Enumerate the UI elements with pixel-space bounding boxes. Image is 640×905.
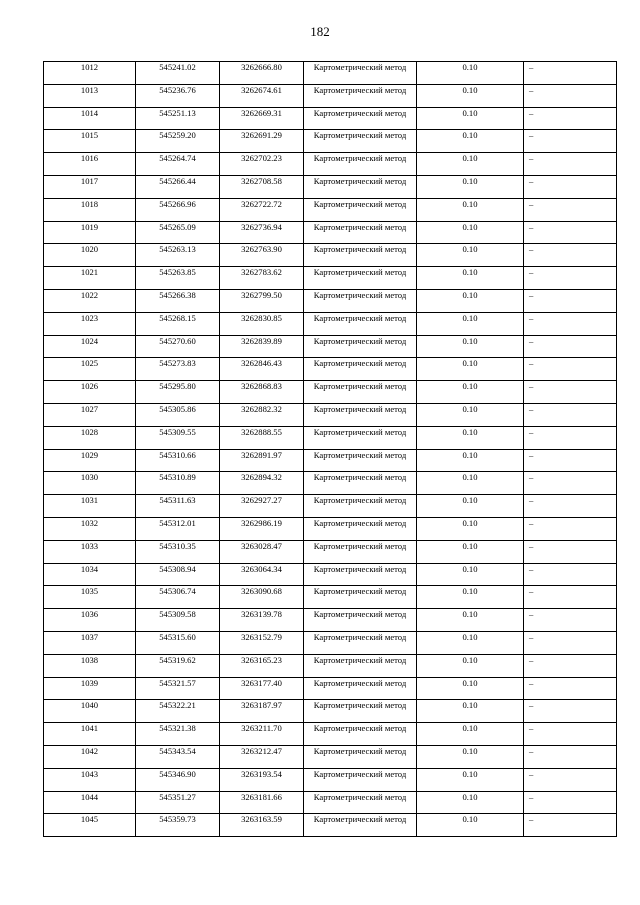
table-row <box>44 62 617 85</box>
note-cell: – <box>524 426 617 449</box>
x-coordinate-cell: 545321.38 <box>136 723 220 746</box>
accuracy-cell: 0.10 <box>417 244 524 267</box>
point-number-cell: 1019 <box>44 221 136 244</box>
y-coordinate-cell: 3262691.29 <box>220 130 304 153</box>
accuracy-cell: 0.10 <box>417 700 524 723</box>
point-number-cell: 1012 <box>44 62 136 85</box>
note-cell: – <box>524 654 617 677</box>
x-coordinate-cell: 545321.57 <box>136 677 220 700</box>
accuracy-cell: 0.10 <box>417 153 524 176</box>
y-coordinate-cell: 3263193.54 <box>220 768 304 791</box>
method-cell: Картометрический метод <box>304 244 417 267</box>
method-cell: Картометрический метод <box>304 221 417 244</box>
table-row <box>44 677 617 700</box>
point-number-cell: 1028 <box>44 426 136 449</box>
y-coordinate-cell: 3262839.89 <box>220 335 304 358</box>
method-cell: Картометрический метод <box>304 358 417 381</box>
accuracy-cell: 0.10 <box>417 768 524 791</box>
method-cell: Картометрический метод <box>304 403 417 426</box>
note-cell: – <box>524 198 617 221</box>
method-cell: Картометрический метод <box>304 267 417 290</box>
point-number-cell: 1032 <box>44 517 136 540</box>
table-row <box>44 631 617 654</box>
method-cell: Картометрический метод <box>304 677 417 700</box>
table-row <box>44 267 617 290</box>
method-cell: Картометрический метод <box>304 153 417 176</box>
table-row <box>44 312 617 335</box>
point-number-cell: 1031 <box>44 495 136 518</box>
accuracy-cell: 0.10 <box>417 426 524 449</box>
table-row <box>44 403 617 426</box>
note-cell: – <box>524 745 617 768</box>
table-row <box>44 449 617 472</box>
method-cell: Картометрический метод <box>304 631 417 654</box>
method-cell: Картометрический метод <box>304 517 417 540</box>
table-row <box>44 130 617 153</box>
point-number-cell: 1015 <box>44 130 136 153</box>
x-coordinate-cell: 545266.44 <box>136 175 220 198</box>
accuracy-cell: 0.10 <box>417 198 524 221</box>
y-coordinate-cell: 3262763.90 <box>220 244 304 267</box>
y-coordinate-cell: 3262888.55 <box>220 426 304 449</box>
method-cell: Картометрический метод <box>304 495 417 518</box>
point-number-cell: 1027 <box>44 403 136 426</box>
x-coordinate-cell: 545251.13 <box>136 107 220 130</box>
x-coordinate-cell: 545264.74 <box>136 153 220 176</box>
method-cell: Картометрический метод <box>304 312 417 335</box>
y-coordinate-cell: 3263181.66 <box>220 791 304 814</box>
x-coordinate-cell: 545263.85 <box>136 267 220 290</box>
point-number-cell: 1024 <box>44 335 136 358</box>
point-number-cell: 1023 <box>44 312 136 335</box>
note-cell: – <box>524 175 617 198</box>
point-number-cell: 1033 <box>44 540 136 563</box>
accuracy-cell: 0.10 <box>417 84 524 107</box>
x-coordinate-cell: 545236.76 <box>136 84 220 107</box>
note-cell: – <box>524 631 617 654</box>
point-number-cell: 1042 <box>44 745 136 768</box>
x-coordinate-cell: 545359.73 <box>136 814 220 837</box>
accuracy-cell: 0.10 <box>417 221 524 244</box>
method-cell: Картометрический метод <box>304 814 417 837</box>
accuracy-cell: 0.10 <box>417 631 524 654</box>
point-number-cell: 1038 <box>44 654 136 677</box>
note-cell: – <box>524 540 617 563</box>
table-row <box>44 654 617 677</box>
x-coordinate-cell: 545259.20 <box>136 130 220 153</box>
note-cell: – <box>524 472 617 495</box>
y-coordinate-cell: 3262702.23 <box>220 153 304 176</box>
note-cell: – <box>524 107 617 130</box>
x-coordinate-cell: 545346.90 <box>136 768 220 791</box>
table-row <box>44 700 617 723</box>
accuracy-cell: 0.10 <box>417 472 524 495</box>
y-coordinate-cell: 3263163.59 <box>220 814 304 837</box>
method-cell: Картометрический метод <box>304 654 417 677</box>
y-coordinate-cell: 3263187.97 <box>220 700 304 723</box>
point-number-cell: 1018 <box>44 198 136 221</box>
point-number-cell: 1037 <box>44 631 136 654</box>
page-number: 182 <box>310 24 330 39</box>
y-coordinate-cell: 3263028.47 <box>220 540 304 563</box>
y-coordinate-cell: 3263152.79 <box>220 631 304 654</box>
accuracy-cell: 0.10 <box>417 609 524 632</box>
y-coordinate-cell: 3262666.80 <box>220 62 304 85</box>
x-coordinate-cell: 545308.94 <box>136 563 220 586</box>
method-cell: Картометрический метод <box>304 449 417 472</box>
accuracy-cell: 0.10 <box>417 723 524 746</box>
table-row <box>44 381 617 404</box>
method-cell: Картометрический метод <box>304 335 417 358</box>
point-number-cell: 1030 <box>44 472 136 495</box>
table-row <box>44 358 617 381</box>
accuracy-cell: 0.10 <box>417 358 524 381</box>
note-cell: – <box>524 244 617 267</box>
table-row <box>44 723 617 746</box>
x-coordinate-cell: 545266.96 <box>136 198 220 221</box>
coordinates-table-body <box>44 62 617 837</box>
x-coordinate-cell: 545241.02 <box>136 62 220 85</box>
accuracy-cell: 0.10 <box>417 267 524 290</box>
table-row <box>44 244 617 267</box>
y-coordinate-cell: 3263212.47 <box>220 745 304 768</box>
x-coordinate-cell: 545268.15 <box>136 312 220 335</box>
accuracy-cell: 0.10 <box>417 62 524 85</box>
table-row <box>44 84 617 107</box>
y-coordinate-cell: 3262846.43 <box>220 358 304 381</box>
accuracy-cell: 0.10 <box>417 540 524 563</box>
accuracy-cell: 0.10 <box>417 563 524 586</box>
y-coordinate-cell: 3262986.19 <box>220 517 304 540</box>
table-row <box>44 768 617 791</box>
note-cell: – <box>524 312 617 335</box>
point-number-cell: 1020 <box>44 244 136 267</box>
point-number-cell: 1036 <box>44 609 136 632</box>
x-coordinate-cell: 545305.86 <box>136 403 220 426</box>
table-row <box>44 107 617 130</box>
point-number-cell: 1041 <box>44 723 136 746</box>
y-coordinate-cell: 3262736.94 <box>220 221 304 244</box>
method-cell: Картометрический метод <box>304 723 417 746</box>
note-cell: – <box>524 381 617 404</box>
table-row <box>44 495 617 518</box>
y-coordinate-cell: 3262708.58 <box>220 175 304 198</box>
accuracy-cell: 0.10 <box>417 335 524 358</box>
method-cell: Картометрический метод <box>304 175 417 198</box>
table-row <box>44 335 617 358</box>
x-coordinate-cell: 545295.80 <box>136 381 220 404</box>
x-coordinate-cell: 545310.35 <box>136 540 220 563</box>
note-cell: – <box>524 768 617 791</box>
method-cell: Картометрический метод <box>304 745 417 768</box>
accuracy-cell: 0.10 <box>417 381 524 404</box>
accuracy-cell: 0.10 <box>417 403 524 426</box>
method-cell: Картометрический метод <box>304 791 417 814</box>
table-row <box>44 814 617 837</box>
y-coordinate-cell: 3262894.32 <box>220 472 304 495</box>
accuracy-cell: 0.10 <box>417 791 524 814</box>
note-cell: – <box>524 677 617 700</box>
accuracy-cell: 0.10 <box>417 175 524 198</box>
note-cell: – <box>524 700 617 723</box>
table-row <box>44 153 617 176</box>
point-number-cell: 1022 <box>44 289 136 312</box>
y-coordinate-cell: 3262868.83 <box>220 381 304 404</box>
y-coordinate-cell: 3262830.85 <box>220 312 304 335</box>
table-row <box>44 586 617 609</box>
y-coordinate-cell: 3262674.61 <box>220 84 304 107</box>
method-cell: Картометрический метод <box>304 586 417 609</box>
accuracy-cell: 0.10 <box>417 586 524 609</box>
table-row <box>44 563 617 586</box>
y-coordinate-cell: 3262927.27 <box>220 495 304 518</box>
point-number-cell: 1029 <box>44 449 136 472</box>
note-cell: – <box>524 84 617 107</box>
point-number-cell: 1035 <box>44 586 136 609</box>
accuracy-cell: 0.10 <box>417 289 524 312</box>
point-number-cell: 1045 <box>44 814 136 837</box>
note-cell: – <box>524 130 617 153</box>
y-coordinate-cell: 3262882.32 <box>220 403 304 426</box>
x-coordinate-cell: 545309.55 <box>136 426 220 449</box>
x-coordinate-cell: 545266.38 <box>136 289 220 312</box>
x-coordinate-cell: 545315.60 <box>136 631 220 654</box>
x-coordinate-cell: 545310.89 <box>136 472 220 495</box>
note-cell: – <box>524 335 617 358</box>
point-number-cell: 1014 <box>44 107 136 130</box>
x-coordinate-cell: 545312.01 <box>136 517 220 540</box>
point-number-cell: 1039 <box>44 677 136 700</box>
note-cell: – <box>524 403 617 426</box>
method-cell: Картометрический метод <box>304 472 417 495</box>
point-number-cell: 1013 <box>44 84 136 107</box>
method-cell: Картометрический метод <box>304 62 417 85</box>
x-coordinate-cell: 545270.60 <box>136 335 220 358</box>
accuracy-cell: 0.10 <box>417 495 524 518</box>
point-number-cell: 1040 <box>44 700 136 723</box>
point-number-cell: 1044 <box>44 791 136 814</box>
table-row <box>44 198 617 221</box>
point-number-cell: 1026 <box>44 381 136 404</box>
note-cell: – <box>524 723 617 746</box>
note-cell: – <box>524 267 617 290</box>
y-coordinate-cell: 3263211.70 <box>220 723 304 746</box>
note-cell: – <box>524 495 617 518</box>
note-cell: – <box>524 563 617 586</box>
y-coordinate-cell: 3263064.34 <box>220 563 304 586</box>
note-cell: – <box>524 449 617 472</box>
note-cell: – <box>524 791 617 814</box>
x-coordinate-cell: 545351.27 <box>136 791 220 814</box>
method-cell: Картометрический метод <box>304 768 417 791</box>
accuracy-cell: 0.10 <box>417 517 524 540</box>
x-coordinate-cell: 545322.21 <box>136 700 220 723</box>
note-cell: – <box>524 62 617 85</box>
accuracy-cell: 0.10 <box>417 654 524 677</box>
method-cell: Картометрический метод <box>304 426 417 449</box>
table-row <box>44 426 617 449</box>
note-cell: – <box>524 609 617 632</box>
point-number-cell: 1016 <box>44 153 136 176</box>
accuracy-cell: 0.10 <box>417 449 524 472</box>
x-coordinate-cell: 545306.74 <box>136 586 220 609</box>
point-number-cell: 1021 <box>44 267 136 290</box>
note-cell: – <box>524 358 617 381</box>
method-cell: Картометрический метод <box>304 700 417 723</box>
x-coordinate-cell: 545273.83 <box>136 358 220 381</box>
method-cell: Картометрический метод <box>304 289 417 312</box>
x-coordinate-cell: 545343.54 <box>136 745 220 768</box>
note-cell: – <box>524 221 617 244</box>
accuracy-cell: 0.10 <box>417 677 524 700</box>
method-cell: Картометрический метод <box>304 381 417 404</box>
method-cell: Картометрический метод <box>304 198 417 221</box>
accuracy-cell: 0.10 <box>417 814 524 837</box>
table-row <box>44 517 617 540</box>
x-coordinate-cell: 545310.66 <box>136 449 220 472</box>
x-coordinate-cell: 545265.09 <box>136 221 220 244</box>
y-coordinate-cell: 3262722.72 <box>220 198 304 221</box>
table-row <box>44 175 617 198</box>
method-cell: Картометрический метод <box>304 563 417 586</box>
x-coordinate-cell: 545309.58 <box>136 609 220 632</box>
note-cell: – <box>524 517 617 540</box>
y-coordinate-cell: 3262669.31 <box>220 107 304 130</box>
point-number-cell: 1017 <box>44 175 136 198</box>
note-cell: – <box>524 586 617 609</box>
table-row <box>44 540 617 563</box>
table-row <box>44 221 617 244</box>
point-number-cell: 1043 <box>44 768 136 791</box>
table-row <box>44 472 617 495</box>
table-row <box>44 791 617 814</box>
table-row <box>44 289 617 312</box>
accuracy-cell: 0.10 <box>417 312 524 335</box>
x-coordinate-cell: 545311.63 <box>136 495 220 518</box>
y-coordinate-cell: 3262799.50 <box>220 289 304 312</box>
accuracy-cell: 0.10 <box>417 130 524 153</box>
y-coordinate-cell: 3263177.40 <box>220 677 304 700</box>
point-number-cell: 1025 <box>44 358 136 381</box>
accuracy-cell: 0.10 <box>417 745 524 768</box>
y-coordinate-cell: 3262891.97 <box>220 449 304 472</box>
method-cell: Картометрический метод <box>304 84 417 107</box>
method-cell: Картометрический метод <box>304 130 417 153</box>
method-cell: Картометрический метод <box>304 107 417 130</box>
y-coordinate-cell: 3263165.23 <box>220 654 304 677</box>
table-row <box>44 609 617 632</box>
point-number-cell: 1034 <box>44 563 136 586</box>
x-coordinate-cell: 545319.62 <box>136 654 220 677</box>
method-cell: Картометрический метод <box>304 609 417 632</box>
coordinates-table <box>43 61 617 837</box>
method-cell: Картометрический метод <box>304 540 417 563</box>
note-cell: – <box>524 289 617 312</box>
x-coordinate-cell: 545263.13 <box>136 244 220 267</box>
note-cell: – <box>524 153 617 176</box>
table-row <box>44 745 617 768</box>
accuracy-cell: 0.10 <box>417 107 524 130</box>
y-coordinate-cell: 3263139.78 <box>220 609 304 632</box>
note-cell: – <box>524 814 617 837</box>
y-coordinate-cell: 3263090.68 <box>220 586 304 609</box>
y-coordinate-cell: 3262783.62 <box>220 267 304 290</box>
